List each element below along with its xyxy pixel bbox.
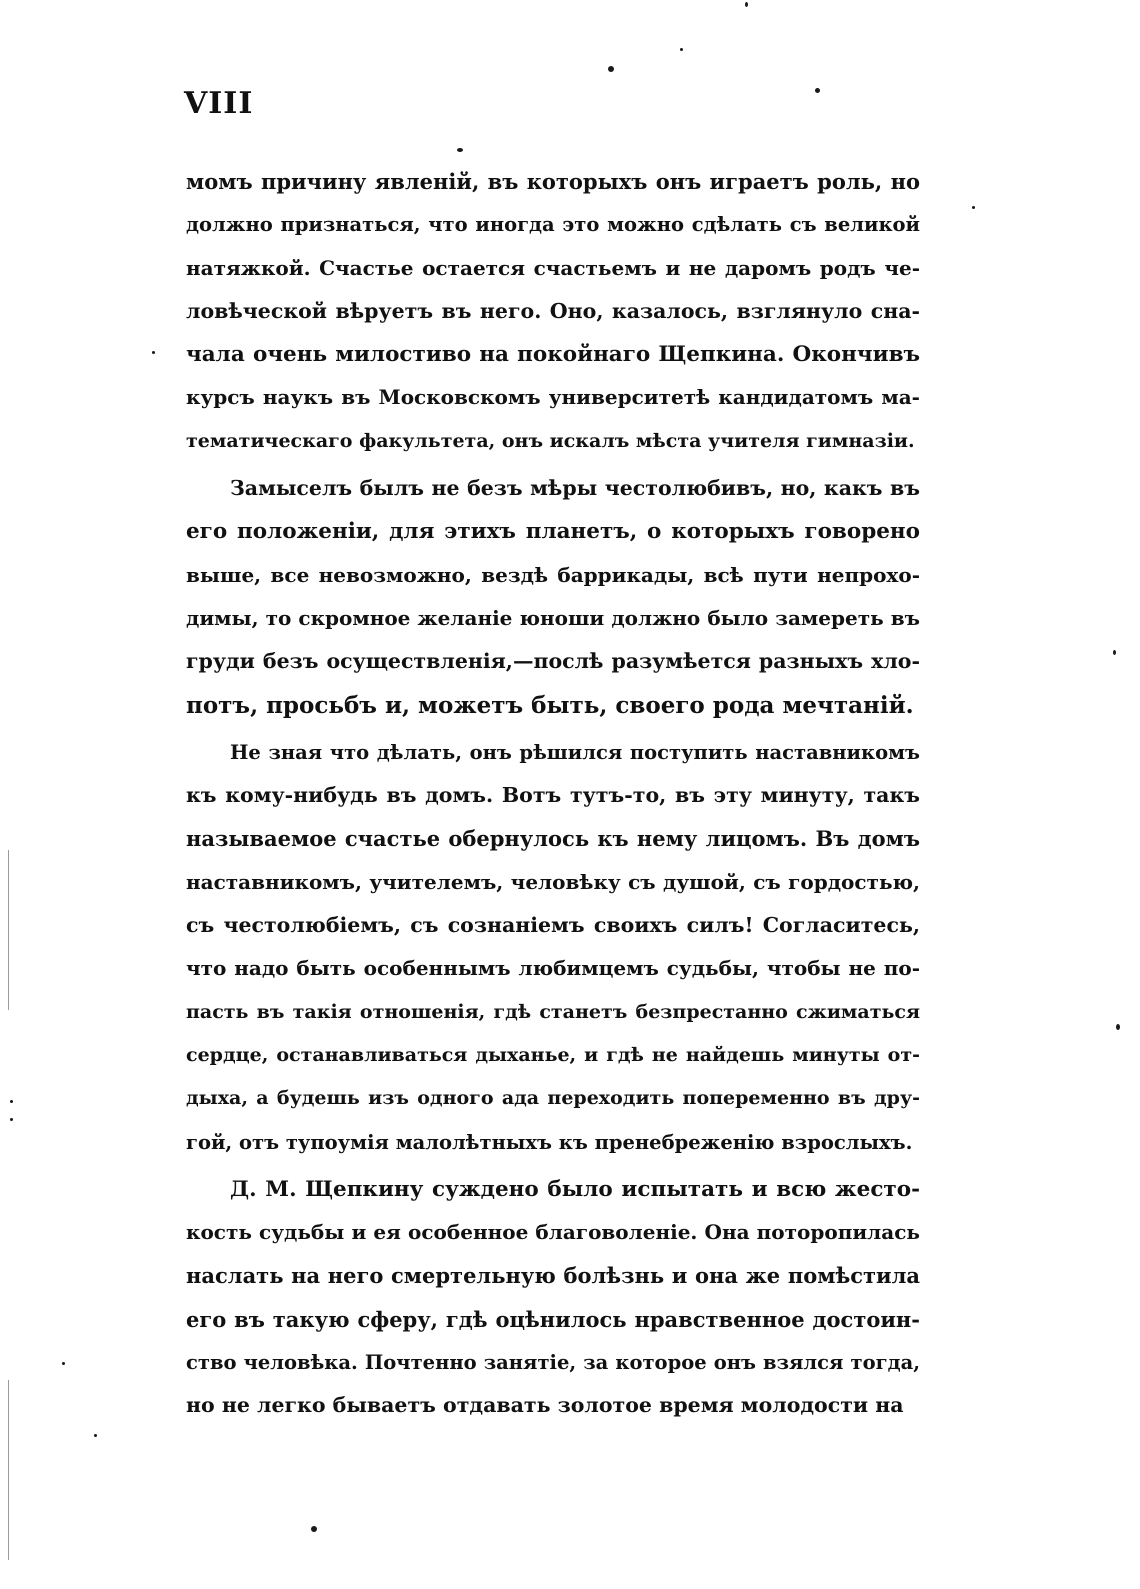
text-line: пасть въ такія отношенія, гдѣ станетъ безпрестанно сжиматься (186, 1000, 920, 1023)
text-line: его въ такую сферу, гдѣ оцѣнилось нравственное достоин- (186, 1306, 920, 1332)
text-line: къ кому-нибудь въ домъ. Вотъ тутъ-то, въ эту минуту, такъ (186, 783, 920, 808)
text-line: груди безъ осуществленія,—послѣ разумѣется разныхъ хло- (186, 649, 920, 674)
scan-speck (152, 351, 155, 354)
text-line: дыха, а будешь изъ одного ада переходить попеременно въ дру- (186, 1087, 920, 1110)
paragraph (186, 160, 920, 463)
text-line: Замыселъ былъ не безъ мѣры честолюбивъ, но, какъ въ (230, 476, 920, 501)
scan-speck (94, 1434, 97, 1437)
scan-speck (1116, 1024, 1120, 1030)
scan-speck (608, 66, 614, 72)
scan-speck (680, 48, 683, 51)
text-line: выше, все невозможно, вездѣ баррикады, всѣ пути непрохо- (186, 562, 920, 587)
scan-speck (972, 206, 975, 209)
text-line: должно признаться, что иногда это можно сдѣлать съ великой (186, 213, 920, 237)
scan-speck (457, 148, 463, 152)
text-line: наслать на него смертельную болѣзнь и она же помѣстила (186, 1263, 920, 1289)
text-line: что надо быть особеннымъ любимцемъ судьбы, чтобы не по- (186, 956, 920, 981)
paragraph (186, 731, 920, 1164)
scan-speck (745, 2, 748, 7)
text-line: курсъ наукъ въ Московскомъ университетѣ кандидатомъ ма- (186, 385, 920, 410)
scan-speck (62, 1362, 65, 1365)
text-line: гой, отъ тупоумія малолѣтныхъ къ пренебреженію взрослыхъ. (186, 1130, 913, 1154)
text-line: тематическаго факультета, онъ искалъ мѣста учителя гимназіи. (186, 429, 915, 452)
scan-margin-edge (8, 1380, 9, 1560)
scan-speck (10, 1118, 13, 1121)
text-line: его положеніи, для этихъ планетъ, о которыхъ говорено (186, 519, 920, 545)
text-line: наставникомъ, учителемъ, человѣку съ душой, съ гордостью, (186, 869, 920, 894)
paragraph (186, 467, 920, 727)
scan-speck (311, 1526, 317, 1532)
text-line: момъ причину явленій, въ которыхъ онъ играетъ роль, но (186, 169, 920, 194)
text-line: Не зная что дѣлать, онъ рѣшился поступить наставникомъ (230, 740, 920, 764)
paragraph (186, 1168, 920, 1428)
text-line: кость судьбы и ея особенное благоволеніе. Она поторопилась (186, 1220, 920, 1245)
page-number: VIII (184, 86, 254, 121)
text-line: но не легко бываетъ отдавать золотое время молодости на (186, 1393, 904, 1418)
scan-speck (10, 1100, 13, 1103)
text-line: называемое счастье обернулось къ нему лицомъ. Въ домъ (186, 826, 920, 852)
text-line: потъ, просьбъ и, можетъ быть, своего рода мечтаній. (186, 691, 914, 719)
scan-speck (815, 88, 820, 93)
text-line: сердце, останавливаться дыханье, и гдѣ не найдешь минуты от- (186, 1043, 920, 1066)
text-line: ство человѣка. Почтенно занятіе, за которое онъ взялся тогда, (186, 1351, 920, 1375)
scan-margin-edge (8, 850, 9, 1010)
body-text (186, 160, 920, 1428)
text-line: натяжкой. Счастье остается счастьемъ и не даромъ родъ че- (186, 255, 920, 280)
text-line: чала очень милостиво на покойнаго Щепкина. Окончивъ (186, 342, 920, 368)
text-line: ловѣческой вѣруетъ въ него. Оно, казалось, взглянуло сна- (186, 298, 920, 323)
text-line: Д. М. Щепкину суждено было испытать и всю жесто- (230, 1176, 920, 1202)
text-line: димы, то скромное желаніе юноши должно было замереть въ (186, 605, 920, 630)
text-line: съ честолюбіемъ, съ сознаніемъ своихъ силъ! Согласитесь, (186, 913, 920, 938)
scan-speck (1113, 650, 1116, 655)
